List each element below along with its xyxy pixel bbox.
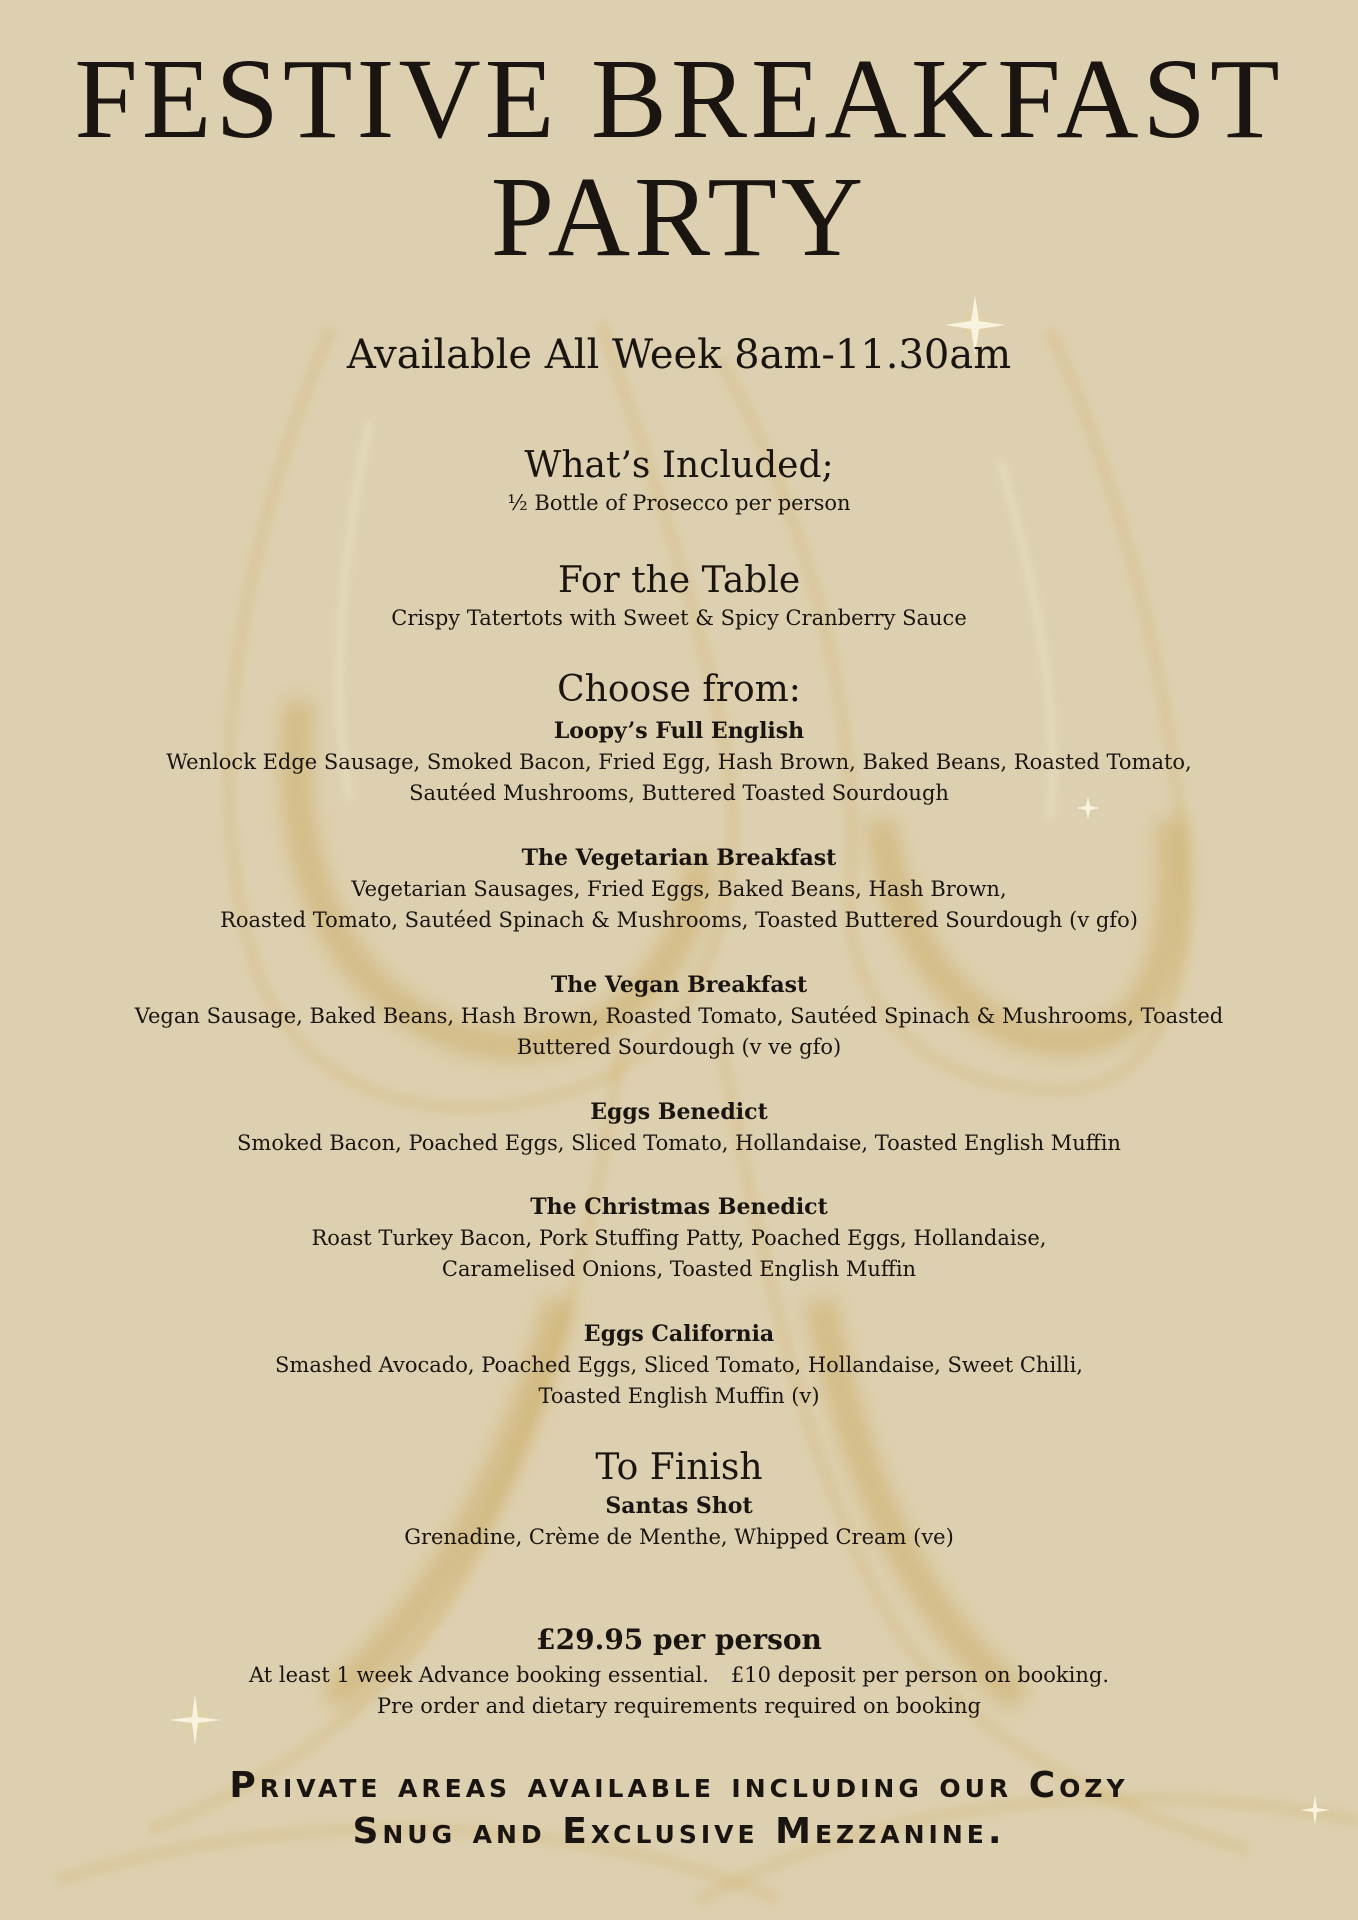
finish-item-name: Santas Shot — [605, 1493, 753, 1519]
finish-heading: To Finish — [595, 1447, 763, 1488]
dish-description-line: Roasted Tomato, Sautéed Spinach & Mushrooms, Toasted Buttered Sourdough (v gfo) — [220, 908, 1138, 932]
dish-item — [0, 1096, 1358, 1159]
dish-description-line: Vegan Sausage, Baked Beans, Hash Brown, Roasted Tomato, Sautéed Spinach & Mushrooms, Toasted — [134, 1004, 1224, 1028]
included-heading: What’s Included; — [524, 445, 834, 486]
title-line-1: FESTIVE BREAKFAST — [74, 35, 1284, 162]
preorder-note: Pre order and dietary requirements required on booking — [377, 1694, 981, 1718]
dish-name: Eggs Benedict — [590, 1099, 768, 1125]
dish-description-line: Vegetarian Sausages, Fried Eggs, Baked Beans, Hash Brown, — [351, 877, 1007, 901]
dish-name: The Vegan Breakfast — [550, 972, 808, 998]
finish-section — [0, 1446, 1358, 1553]
dish-item — [0, 842, 1358, 936]
private-areas-banner — [0, 1763, 1358, 1855]
private-areas-line-1: Private areas available including our Cozy — [229, 1765, 1129, 1806]
dish-name: The Vegetarian Breakfast — [521, 845, 837, 871]
dish-item — [0, 969, 1358, 1063]
deposit-text: £10 deposit per person on booking. — [730, 1663, 1110, 1687]
dish-name: The Christmas Benedict — [530, 1194, 828, 1220]
dish-description-line: Caramelised Onions, Toasted English Muffin — [441, 1257, 917, 1281]
private-areas-line-2: Snug and Exclusive Mezzanine. — [352, 1811, 1006, 1852]
dish-description-line: Wenlock Edge Sausage, Smoked Bacon, Fried Egg, Hash Brown, Baked Beans, Roasted Tomato, — [166, 750, 1192, 774]
dish-name: Loopy’s Full English — [553, 718, 805, 744]
dish-description-line: Roast Turkey Bacon, Pork Stuffing Patty, Poached Eggs, Hollandaise, — [311, 1226, 1047, 1250]
dish-item — [0, 1191, 1358, 1285]
dish-description-line: Buttered Sourdough (v ve gfo) — [516, 1035, 842, 1059]
table-heading: For the Table — [557, 560, 801, 601]
included-section — [0, 444, 1358, 519]
finish-item-description: Grenadine, Crème de Menthe, Whipped Cream (ve) — [404, 1525, 954, 1549]
choose-section — [0, 668, 1358, 712]
dish-description-line: Toasted English Muffin (v) — [538, 1384, 820, 1408]
table-item: Crispy Tatertots with Sweet & Spicy Cranberry Sauce — [391, 606, 967, 630]
title-line-2: PARTY — [490, 153, 868, 280]
table-section — [0, 559, 1358, 634]
pricing-section — [0, 1620, 1358, 1722]
dish-description-line: Smashed Avocado, Poached Eggs, Sliced Tomato, Hollandaise, Sweet Chilli, — [275, 1353, 1083, 1377]
availability-text: Available All Week 8am-11.30am — [346, 332, 1012, 378]
dish-name: Eggs California — [583, 1321, 775, 1347]
choose-heading: Choose from: — [557, 669, 801, 710]
dish-description-line: Sautéed Mushrooms, Buttered Toasted Sourdough — [409, 781, 949, 805]
advance-booking-text: At least 1 week Advance booking essential. — [248, 1663, 709, 1687]
dish-item — [0, 715, 1358, 809]
dish-item — [0, 1318, 1358, 1412]
included-item: ½ Bottle of Prosecco per person — [507, 491, 851, 515]
page-title — [0, 35, 1358, 280]
dish-description-line: Smoked Bacon, Poached Eggs, Sliced Tomato, Hollandaise, Toasted English Muffin — [237, 1131, 1121, 1155]
price-label: £29.95 per person — [536, 1623, 822, 1656]
booking-note — [0, 1660, 1358, 1691]
